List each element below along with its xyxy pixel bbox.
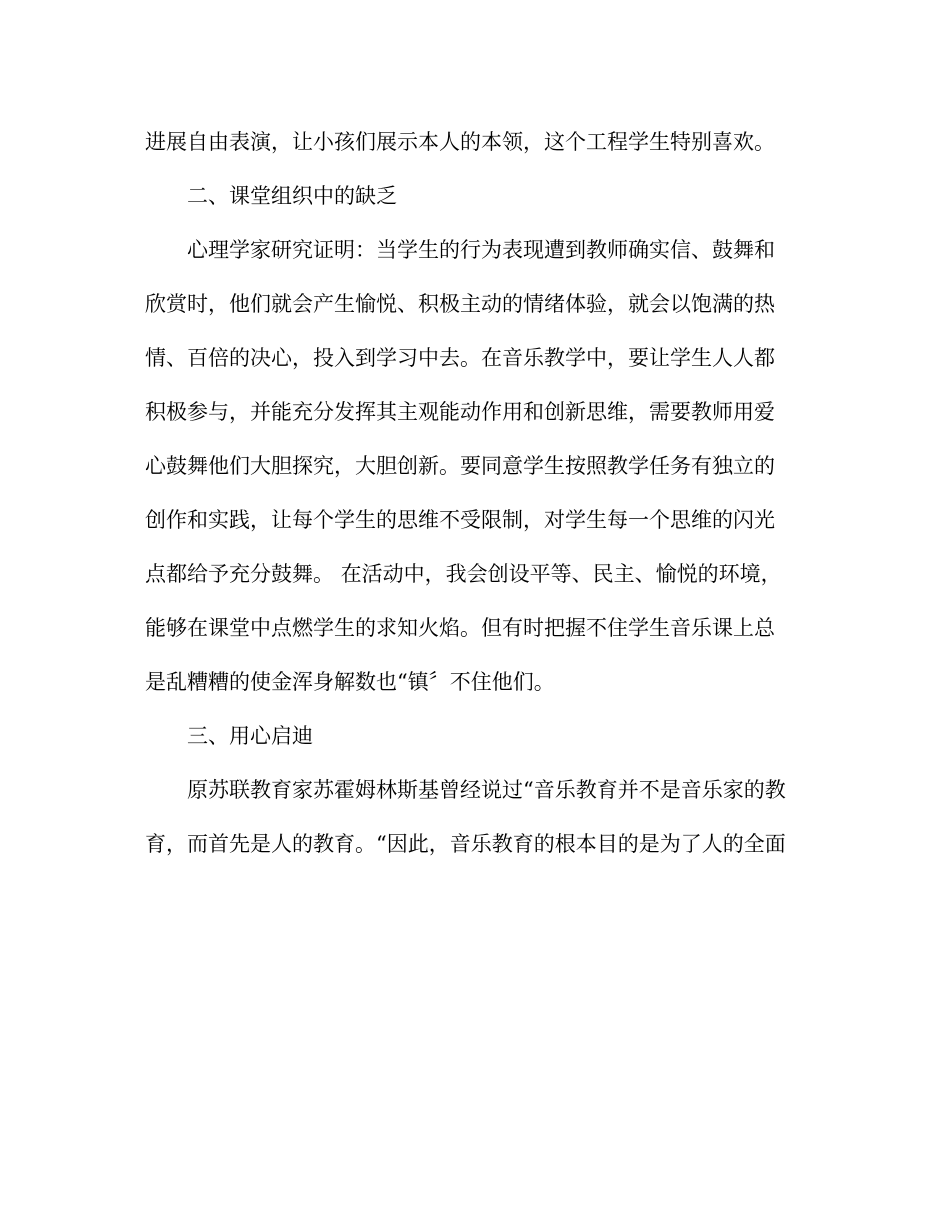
document-body [145,122,810,878]
section-heading: 二、课堂组织中的缺乏 [187,184,397,208]
body-line: 心鼓舞他们大胆探究，大胆创新。要同意学生按照教学任务有独立的 [145,454,775,478]
body-line: 创作和实践，让每个学生的思维不受限制，对学生每一个思维的闪光 [145,508,775,532]
paragraph-first-line: 原苏联教育家苏霍姆林斯基曾经说过“音乐教育并不是音乐家的教 [187,778,786,802]
body-line: 欣赏时，他们就会产生愉悦、积极主动的情绪体验，就会以饱满的热 [145,292,775,316]
body-line: 情、百倍的决心，投入到学习中去。在音乐教学中，要让学生人人都 [145,346,775,370]
body-line: 点都给予充分鼓舞。 在活动中，我会创设平等、民主、愉悦的环境， [145,562,782,586]
section-heading: 三、用心启迪 [187,724,313,748]
body-line: 是乱糟糟的使金浑身解数也“镇〞不住他们。 [145,670,555,694]
body-line: 育，而首先是人的教育。“因此，音乐教育的根本目的是为了人的全面 [145,832,786,856]
body-line: 能够在课堂中点燃学生的求知火焰。但有时把握不住学生音乐课上总 [145,616,775,640]
paragraph-first-line: 心理学家研究证明：当学生的行为表现遭到教师确实信、鼓舞和 [187,238,775,262]
body-line: 进展自由表演，让小孩们展示本人的本领，这个工程学生特别喜欢。 [145,130,775,154]
body-line: 积极参与，并能充分发挥其主观能动作用和创新思维，需要教师用爱 [145,400,775,424]
